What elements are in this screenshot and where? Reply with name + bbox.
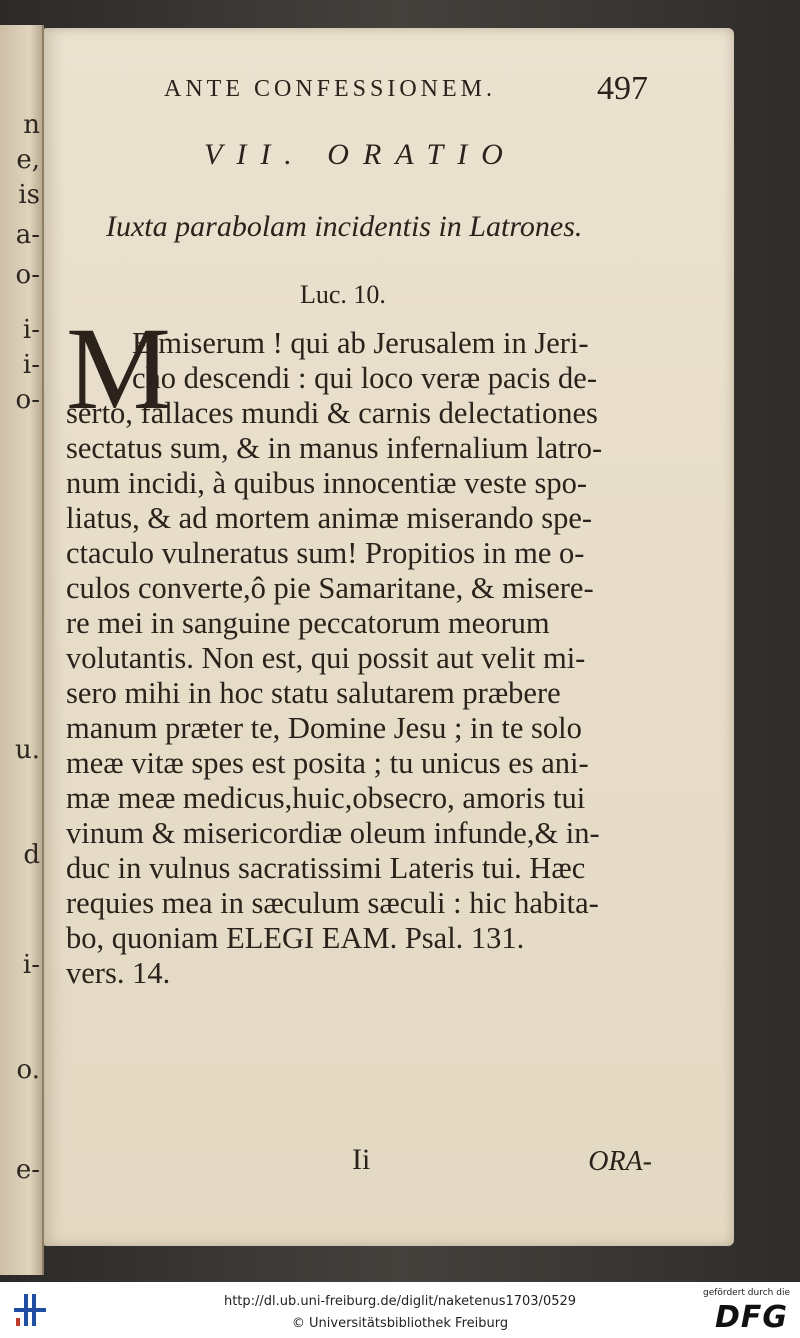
prayer-subheading: Iuxta parabolam incidentis in Latrones. (106, 210, 583, 243)
left-page-edge (0, 25, 44, 1275)
text-line: volutantis. Non est, qui possit aut velit mi- (66, 641, 586, 675)
viewer-footer (0, 1282, 800, 1338)
text-line: mæ meæ medicus,huic,obsecro, amoris tui (66, 781, 586, 815)
drop-cap: M (66, 303, 171, 434)
dfg-logo: DFG (714, 1300, 788, 1335)
text-line: num incidi, à quibus innocentiæ veste spo- (66, 466, 587, 500)
prayer-heading: VII. ORATIO (204, 138, 517, 171)
left-page-fragment: i- (22, 950, 40, 980)
book-page (44, 28, 734, 1246)
catchword: ORA- (588, 1146, 652, 1177)
left-page-fragment: e- (15, 1155, 40, 1185)
funding-note: gefördert durch die (703, 1288, 790, 1298)
text-line: requies mea in sæculum sæculi : hic habita- (66, 886, 599, 920)
signature-mark: Ii (352, 1143, 371, 1176)
permalink-url[interactable]: http://dl.ub.uni-freiburg.de/diglit/naketenus1703/0529 (223, 1294, 577, 1309)
left-page-fragment: e, (16, 145, 40, 175)
text-line: manum præter te, Domine Jesu ; in te solo (66, 711, 582, 745)
left-page-fragment: n (23, 110, 40, 140)
copyright-notice: © Universitätsbibliothek Freiburg (291, 1316, 509, 1331)
left-page-fragment: o. (16, 1055, 40, 1085)
left-page-fragment: u. (14, 735, 40, 765)
text-line: culos converte,ô pie Samaritane, & misere- (66, 571, 594, 605)
text-line: sero mihi in hoc statu salutarem præbere (66, 676, 561, 710)
text-line: re mei in sanguine peccatorum meorum (66, 606, 550, 640)
left-page-fragment: is (18, 180, 40, 210)
text-line: meæ vitæ spes est posita ; tu unicus es ani- (66, 746, 589, 780)
left-page-fragment: i- (22, 350, 40, 380)
left-page-fragment: o- (15, 385, 40, 415)
text-line: vinum & misericordiæ oleum infunde,& in- (66, 816, 600, 850)
text-line: duc in vulnus sacratissimi Lateris tui. Hæc (66, 851, 586, 885)
running-head: ANTE CONFESSIONEM. (164, 76, 497, 102)
page-number: 497 (597, 70, 648, 107)
text-line: sectatus sum, & in manus infernalium latro- (66, 431, 603, 465)
text-line: vers. 14. (66, 956, 171, 990)
text-line: bo, quoniam ELEGI EAM. Psal. 131. (66, 921, 525, 955)
left-page-fragment: a- (15, 220, 40, 250)
scripture-reference: Luc. 10. (300, 280, 386, 309)
text-line: serto, fallaces mundi & carnis delectationes (66, 396, 598, 430)
left-page-fragment: d (23, 840, 40, 870)
left-page-fragment: i- (22, 315, 40, 345)
text-line: cho descendi : qui loco veræ pacis de- (132, 361, 597, 395)
text-line: ctaculo vulneratus sum! Propitios in me o- (66, 536, 585, 570)
left-page-fragment: o- (15, 260, 40, 290)
text-line: E miserum ! qui ab Jerusalem in Jeri- (132, 326, 589, 360)
text-line: liatus, & ad mortem animæ miserando spe- (66, 501, 593, 535)
